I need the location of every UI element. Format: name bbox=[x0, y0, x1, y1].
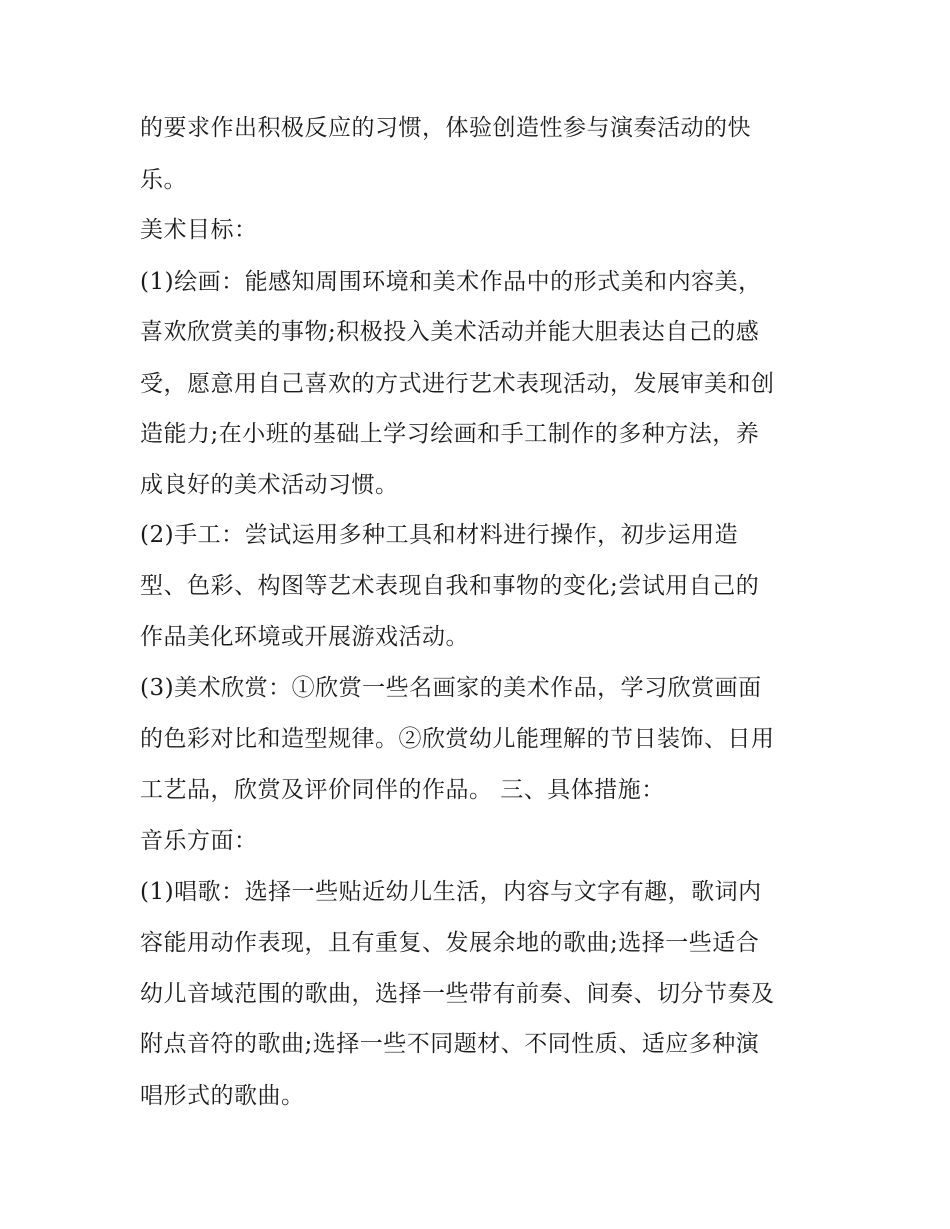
section-heading-art-goals: 美术目标： bbox=[140, 217, 258, 243]
text-line: 作品美化环境或开展游戏活动。 bbox=[140, 624, 469, 650]
text-line: 工艺品，欣赏及评价同伴的作品。 三、具体措施： bbox=[140, 777, 665, 803]
section-heading-music: 音乐方面： bbox=[140, 828, 258, 854]
text-line: 造能力;在小班的基础上学习绘画和手工制作的多种方法，养 bbox=[140, 421, 760, 447]
text-line: 乐。 bbox=[140, 167, 187, 193]
text-line: 的色彩对比和造型规律。②欣赏幼儿能理解的节日装饰、日用 bbox=[140, 726, 775, 752]
text-line: 幼儿音域范围的歌曲，选择一些带有前奏、间奏、切分节奏及 bbox=[140, 981, 775, 1007]
text-line: 成良好的美术活动习惯。 bbox=[140, 472, 399, 498]
text-line: (1)绘画：能感知周围环境和美术作品中的形式美和内容美， bbox=[140, 269, 762, 295]
text-line: 喜欢欣赏美的事物;积极投入美术活动并能大胆表达自己的感 bbox=[140, 319, 760, 345]
text-line: 的要求作出积极反应的习惯，体验创造性参与演奏活动的快 bbox=[140, 115, 751, 141]
text-line: (2)手工：尝试运用多种工具和材料进行操作，初步运用造 bbox=[140, 522, 739, 548]
text-line: 唱形式的歌曲。 bbox=[140, 1083, 305, 1109]
text-line: 受，愿意用自己喜欢的方式进行艺术表现活动，发展审美和创 bbox=[140, 371, 775, 397]
text-line: 附点音符的歌曲;选择一些不同题材、不同性质、适应多种演 bbox=[140, 1031, 760, 1057]
text-line: (1)唱歌：选择一些贴近幼儿生活，内容与文字有趣，歌词内 bbox=[140, 879, 762, 905]
text-line: 容能用动作表现，且有重复、发展余地的歌曲;选择一些适合 bbox=[140, 930, 760, 956]
text-line: (3)美术欣赏：①欣赏一些名画家的美术作品，学习欣赏画面 bbox=[140, 675, 762, 701]
text-line: 型、色彩、构图等艺术表现自我和事物的变化;尝试用自己的 bbox=[140, 573, 760, 599]
